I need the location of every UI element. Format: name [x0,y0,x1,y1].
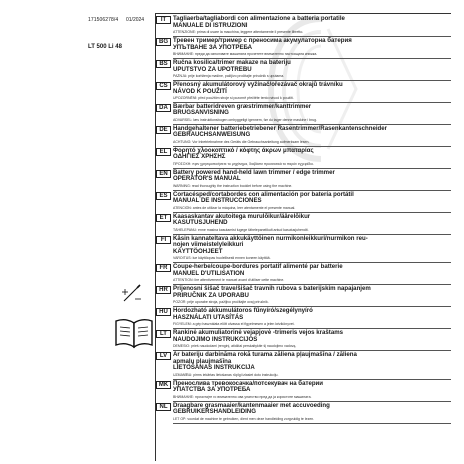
language-section [159,102,453,125]
section-title-line: BRUGSANVISNING [173,109,229,117]
language-sections [158,15,453,425]
section-title-line: Přenosný akumulátorový vyžínač/ořezávač okrajů trávníku [173,80,343,88]
language-section [159,168,453,191]
language-section [160,329,453,351]
section-title-line: KASUTUSJUHEND [173,219,228,227]
section-title-line: Bærbar batteridreven græstrimmer/kanttrimmer [173,102,312,110]
section-warning: ATTENTION: lire attentivement le manuel avant d'utiliser cette machine. [173,278,285,283]
section-warning: LET OP: voordat de machine te gebruiken, dient men deze handleiding zorgvuldig te lezen. [173,416,315,421]
language-section [159,212,453,235]
section-title-line: Φορητό χλοοκοπτικό / κόφτης άκρων μπαταρίας [173,146,314,154]
section-title [173,16,453,29]
section-title-line: ΟΔΗΓΙΕΣ ΧΡΗΣΗΣ [173,153,226,161]
language-section [159,36,453,59]
section-title [173,330,453,343]
section-title [173,148,453,161]
language-section [159,58,453,81]
language-section [159,190,453,213]
section-title-line: УПЪТВАНЕ ЗА УПОТРЕБА [173,43,253,51]
language-section [159,307,453,329]
section-warning: TÄHELEPANU: enne masina kasutamist lugege tähelepanelikult antud kasutusjuhendit. [173,227,309,232]
section-title-line: MANUALE DI ISTRUZIONI [173,21,248,29]
section-title-line: PRIRUČNIK ZA UPORABU [173,291,249,299]
section-warning: ATENCIÓN: antes de utilizar la máquina, leer atentamente el presente manual. [173,205,296,210]
language-section [158,379,453,402]
section-title-line: NÁVOD K POUŽITÍ [173,87,227,95]
section-title-line: NAUDOJIMO INSTRUKCIJOS [173,335,258,343]
language-code-badge: NL [156,403,171,411]
language-code-badge: ES [156,192,171,200]
section-title-line: Prijenosni šišač trave/šišač travnih rubova s baterijskim napajanjem [173,285,371,293]
language-section [159,124,453,147]
section-title-line: Тревен тример/тример с преносима акумулаторна батерия [173,36,352,44]
section-title [173,82,453,95]
section-divider [173,423,451,424]
language-code-badge: HU [156,308,171,316]
section-title [173,236,453,256]
section-warning: ADVARSEL: læs instruktionsbogen omhyggeligt igennem, før du tager denne maskine i brug. [173,118,318,123]
language-code-badge: FR [156,264,171,272]
section-title-line: UPUTSTVO ZA UPOTREBU [173,65,252,73]
section-title [173,104,453,117]
section-warning: ВНИМАНИЕ: преди да използвате машината прочетете внимателно настоящата книжка. [173,52,318,57]
section-title [173,126,453,139]
section-title-line: Handgehaltener batteriebetriebener Rasentrimmer/Rasenkantenschneider [173,124,388,132]
section-title [173,170,453,183]
section-warning: ATTENZIONE: prima di usare la macchina, leggere attentamente il presente libretto. [173,30,304,35]
language-code-badge: DE [156,126,171,134]
section-title-line: HASZNÁLATI UTASÍTÁS [173,313,244,321]
section-title-line: Coupe-herbe/coupe-bordures portatif alimenté par batterie [173,263,343,271]
model-name: LT 500 Li 48 [88,44,122,50]
section-title [173,60,453,73]
language-code-badge: FI [156,236,171,244]
language-section [159,80,453,103]
section-warning: ВНИМАНИЕ: прочитајте го внимателно ова упатство пред да ја користите машината. [173,394,312,399]
section-title-line: GEBRAUCHSANWEISUNG [173,131,251,139]
trimmer-tool-icon [121,283,143,303]
section-title [173,214,453,227]
read-manual-book-icon [114,317,154,349]
section-title-line: Rankinė akumuliatorinė vejapjovė -trimeris vejos kraštams [173,329,344,337]
section-warning: DĖMESIO: prieš naudodami įrenginį, atidžiai perskaitykite šį naudojimo vadovą. [173,344,297,349]
section-warning: WARNING: read thoroughly the instruction booklet before using the machine. [173,183,293,188]
section-title [173,352,453,372]
section-title-line: Пренослива тревокосачка/потсекувач на батерии [173,379,324,387]
language-section [159,263,453,285]
section-title-line: GEBRUIKERSHANDLEIDING [173,408,256,416]
language-code-badge: EN [156,170,171,178]
language-section [159,285,453,307]
section-title-line: MANUAL DE INSTRUCCIONES [173,197,262,205]
language-code-badge: LT [156,330,171,338]
section-warning: ΠΡΟΣΟΧΗ: πριν χρησιμοποιήσετε το μηχάνημα, διαβάστε προσεκτικά το παρόν εγχειρίδιο. [173,162,314,166]
language-code-badge: EL [156,148,171,156]
language-code-badge: BS [156,60,171,68]
section-title-line: MANUEL D'UTILISATION [173,269,245,277]
language-code-badge: CS [156,82,171,90]
language-section [160,234,453,263]
section-title-line: Kaasaskantav akutoitega murulõikur/äärelõikur [173,212,311,220]
language-section [159,401,453,424]
language-code-badge: HR [156,286,171,294]
language-code-badge: DA [156,104,171,112]
section-title [173,403,453,416]
section-title [173,264,453,277]
document-date: 01/2024 [126,17,145,23]
section-warning: UPOZORNĚNÍ: před použitím stroje si pozorně přečtěte tento návod k použití. [173,96,294,101]
language-section [159,351,453,379]
section-title-line: OPERATOR'S MANUAL [173,175,241,183]
section-title [173,308,453,321]
section-title-line: Ručna kosilica/trimer makaze na bateriju [173,58,291,66]
language-code-badge: IT [156,16,171,24]
section-title-line: УПАТСТВА ЗА УПОТРЕБА [173,386,251,394]
language-code-badge: ET [156,214,171,222]
language-section [159,146,453,169]
section-warning: FIGYELEM: a gép használata előtt olvassa el figyelmesen a jelen kézikönyvet. [173,322,295,327]
section-title-line: Ar bateriju darbināma rokā turama zāliena pļaujmašīna / zāliena [173,351,357,359]
section-warning: PAŽNJA: prije korištenja mašine, pažljivo pročitajte priručnik s uputama. [173,74,285,79]
section-title [173,38,453,51]
language-code-badge: BG [156,38,171,46]
section-title-line: apmaļu pļaujmašīna [173,357,232,365]
language-code-badge: LV [156,352,171,360]
section-title [173,381,453,394]
section-title-line: KÄYTTÖOHJEET [173,247,223,255]
section-title-line: Cortacésped/cortabordes con alimentación por batería portátil [173,190,354,198]
section-title-line: LIETOŠANAS INSTRUKCIJA [173,364,255,372]
document-code: 171506278/4 [88,17,119,23]
section-warning: POZOR: prije uporabe stroja, pažljivo pročitajte ovaj priručnik. [173,300,269,305]
section-title [173,286,453,299]
language-section [160,15,453,37]
language-code-badge: MK [156,381,171,389]
section-title-line: Käsin kannateltava akkukäyttöinen nurmikonleikkuri/nurmikon reu- [173,234,368,242]
section-warning: VAROITUS: lue käyttöopas huolellisesti ennen koneen käyttöä. [173,256,271,261]
section-warning: UZMANĪBU: pirms iekārtas lietošanas rūpīgi izlasiet doto instrukciju. [173,372,279,377]
section-title-line: Draagbare grasmaaier/kantenmaaier met accuvoeding [173,401,330,409]
section-title-line: nojen viimeistelyleikkuri [173,241,244,249]
section-warning: ACHTUNG: Vor Inbetriebnahme des Geräts die Gebrauchsanleitung aufmerksam lesen. [173,140,310,145]
section-title [173,192,453,205]
section-title-line: Battery powered hand-held lawn trimmer / edge trimmer [173,168,335,176]
section-title-line: Tagliaerba/tagliabordi con alimentazione a batteria portatile [173,15,345,22]
section-title-line: Hordozható akkumulátoros fűnyíró/szegélynyíró [173,307,313,315]
